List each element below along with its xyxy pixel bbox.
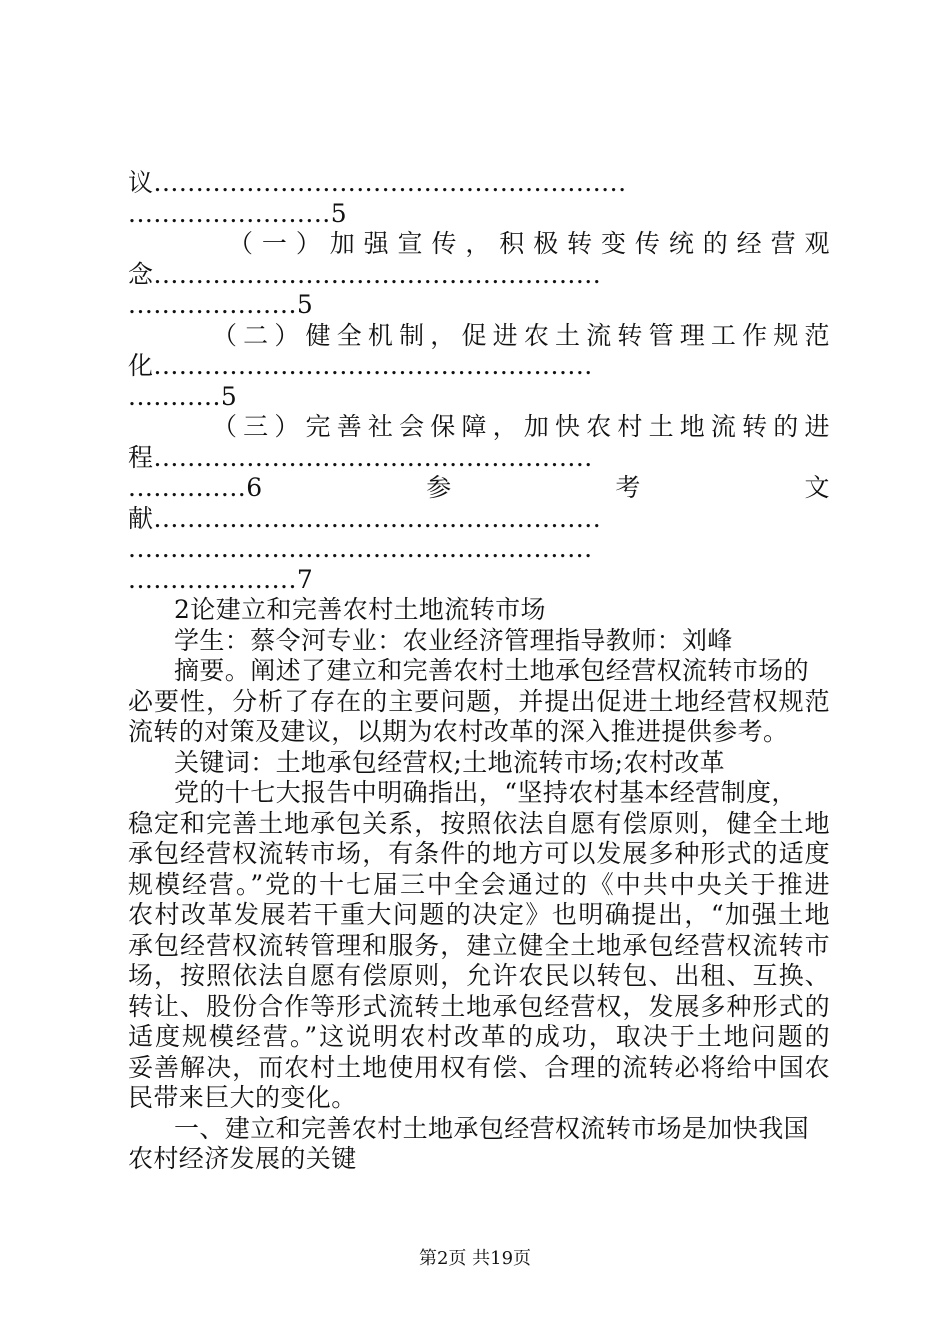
- toc-line: 念.....................................................: [128, 259, 602, 289]
- toc-line: ...........5: [128, 381, 238, 411]
- toc-line: 程....................................................: [128, 442, 593, 472]
- toc-line: ....................5: [128, 290, 314, 319]
- toc-line: .......................................................: [128, 534, 593, 563]
- toc-char: 参: [426, 473, 452, 502]
- toc-char: 考: [615, 473, 641, 502]
- toc-entry-title: （一）加强宣传，积极转变传统的经营观: [228, 229, 830, 258]
- toc-line: 化....................................................: [128, 351, 593, 380]
- body-line: 规模经营。”党的十七届三中全会通过的《中共中央关于推进: [128, 869, 830, 899]
- toc-line: ....................7: [128, 564, 314, 594]
- page-content: [128, 168, 830, 1175]
- article-title: 2论建立和完善农村土地流转市场: [174, 595, 546, 624]
- body-line: 稳定和完善土地承包关系，按照依法自愿有偿原则，健全土地: [128, 808, 830, 838]
- toc-line: 献.....................................................: [128, 503, 602, 533]
- toc-line: [128, 473, 830, 504]
- keywords: 关键词：土地承包经营权;土地流转市场;农村改革: [174, 747, 726, 777]
- body-line: 党的十七大报告中明确指出，“坚持农村基本经营制度，: [174, 778, 797, 807]
- body-line: 承包经营权流转市场，有条件的地方可以发展多种形式的适度: [128, 839, 830, 868]
- toc-char: 文: [804, 473, 830, 502]
- section-heading: 农村经济发展的关键: [128, 1144, 357, 1173]
- article-authors: 学生：蔡令河专业：农业经济管理指导教师：刘峰: [174, 625, 733, 655]
- abstract-line: 摘要。阐述了建立和完善农村土地承包经营权流转市场的: [174, 656, 810, 685]
- abstract-line: 必要性，分析了存在的主要问题，并提出促进土地经营权规范: [128, 686, 830, 716]
- body-line: 适度规模经营。”这说明农村改革的成功，取决于土地问题的: [128, 1022, 830, 1051]
- body-line: 民带来巨大的变化。: [128, 1083, 357, 1112]
- body-line: 场，按照依法自愿有偿原则，允许农民以转包、出租、互换、: [128, 961, 830, 990]
- toc-line: ........................5: [128, 198, 348, 228]
- body-line: 农村改革发展若干重大问题的决定》也明确提出，“加强土地: [128, 900, 830, 929]
- section-heading: 一、建立和完善农村土地承包经营权流转市场是加快我国: [174, 1113, 810, 1143]
- page-footer: 第2页 共19页: [418, 1248, 532, 1269]
- abstract-line: 流转的对策及建议，以期为农村改革的深入推进提供参考。: [128, 717, 789, 746]
- toc-line: 议........................................................: [128, 168, 627, 197]
- toc-entry-title: （三）完善社会保障，加快农村土地流转的进: [212, 412, 830, 441]
- toc-entry-title: （二）健全机制，促进农土流转管理工作规范: [212, 320, 830, 350]
- body-line: 妥善解决，而农村土地使用权有偿、合理的流转必将给中国农: [128, 1052, 830, 1082]
- toc-dots: ..............6: [128, 473, 263, 502]
- body-line: 承包经营权流转管理和服务，建立健全土地承包经营权流转市: [128, 930, 830, 960]
- body-line: 转让、股份合作等形式流转土地承包经营权，发展多种形式的: [128, 991, 830, 1021]
